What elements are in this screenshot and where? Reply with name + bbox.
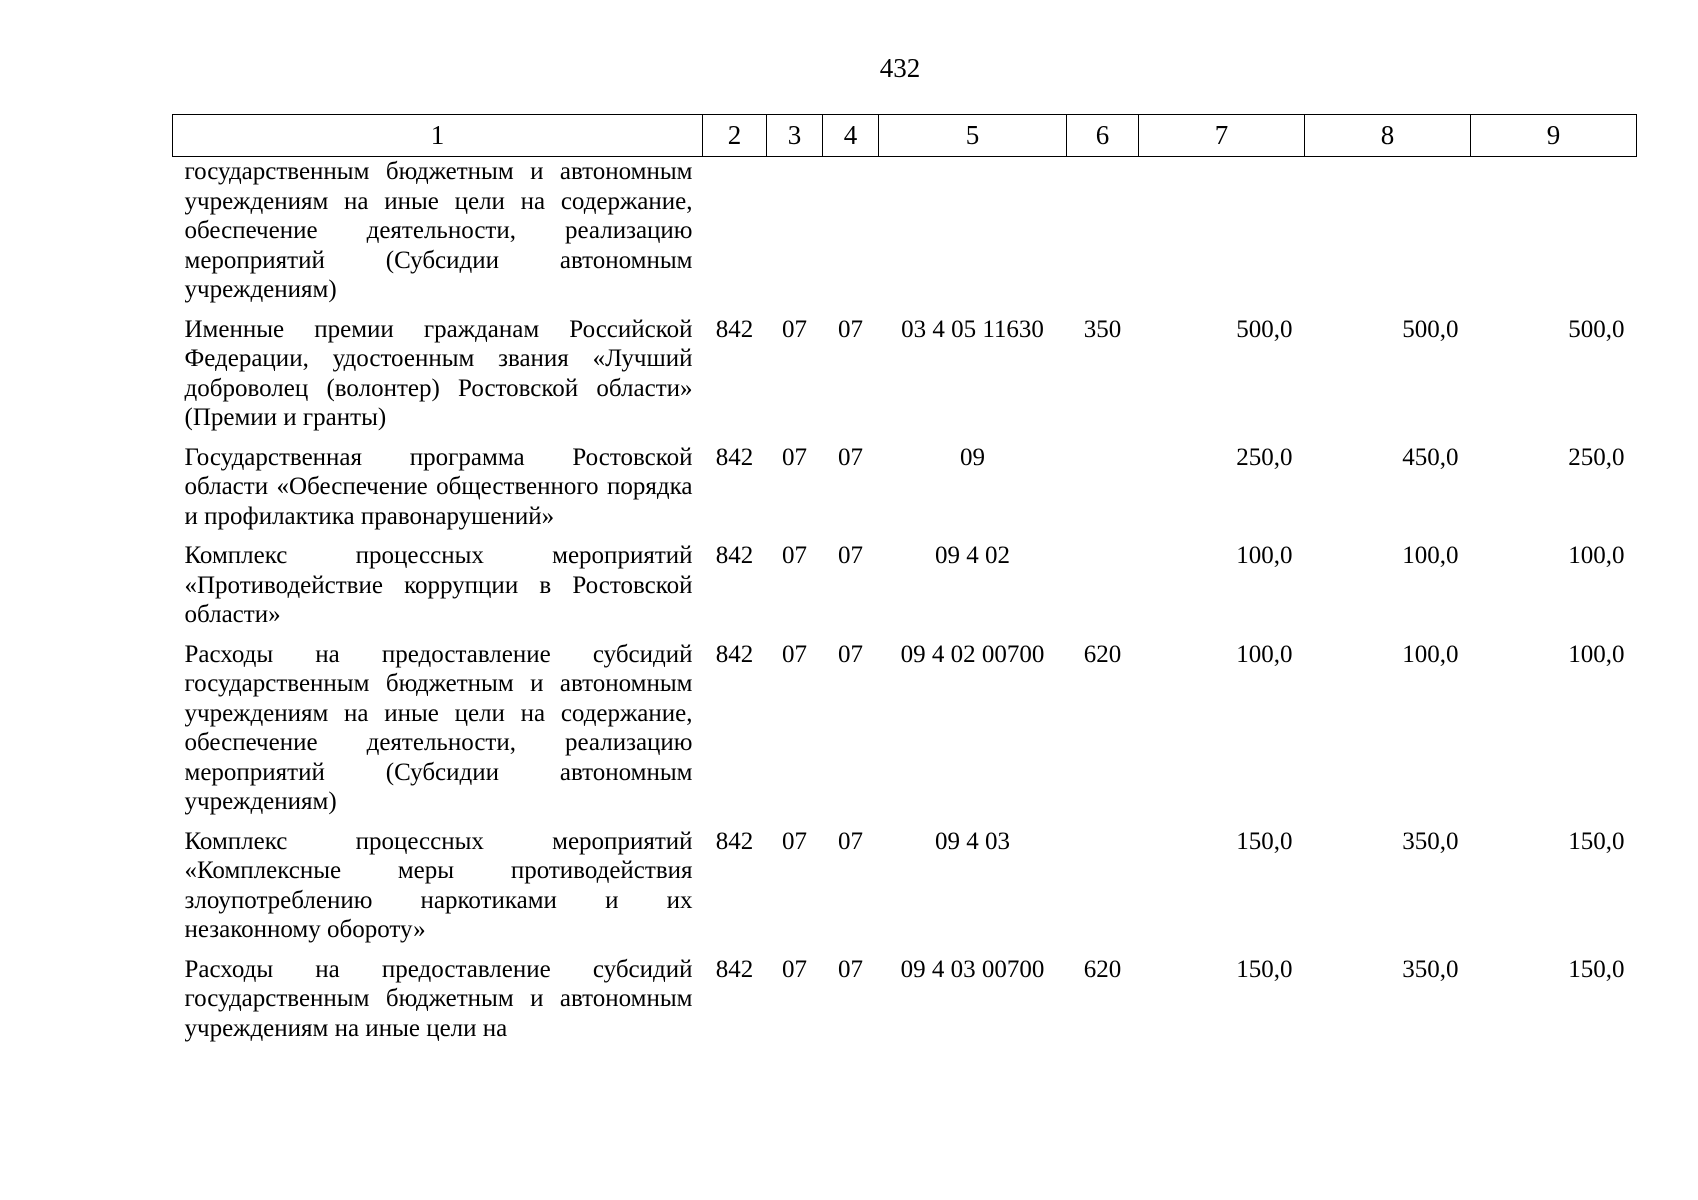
cell-subsection: 07 [838, 640, 863, 668]
cell-amount-col7: 250,0 [1236, 443, 1293, 471]
cell-subsection: 07 [838, 315, 863, 343]
header-row [173, 115, 1637, 157]
cell-target-article: 03 4 05 11630 [901, 315, 1044, 343]
cell-subsection [823, 157, 879, 315]
column-header: 5 [879, 115, 1067, 157]
cell-amount-col7: 150,0 [1236, 955, 1293, 983]
cell-subsection: 07 [838, 955, 863, 983]
cell-admin-code [703, 157, 767, 315]
row-description: Государственная программа Ростовской области «Обеспечение общественного порядка и профилактика правонарушений» [184, 443, 693, 530]
cell-amount-col8: 100,0 [1402, 542, 1459, 569]
cell-section: 07 [782, 955, 807, 983]
cell-section: 07 [782, 542, 807, 569]
cell-expense-type: 350 [1083, 315, 1122, 343]
column-header: 2 [703, 115, 767, 157]
cell-subsection: 07 [838, 443, 863, 471]
cell-amount-col9 [1471, 157, 1637, 315]
cell-target-article [879, 157, 1067, 315]
cell-section: 07 [782, 640, 807, 668]
cell-section: 07 [782, 443, 807, 471]
cell-amount-col7: 100,0 [1236, 542, 1293, 569]
table-row [173, 443, 1637, 542]
page-number: 432 [879, 53, 921, 83]
cell-expense-type [1067, 157, 1139, 315]
cell-amount-col8: 350,0 [1402, 827, 1459, 855]
cell-amount-col7: 100,0 [1236, 640, 1293, 668]
cell-amount-col8 [1305, 157, 1471, 315]
cell-amount-col8: 500,0 [1402, 315, 1459, 343]
row-description: Именные премии гражданам Российской Федерации, удостоенным звания «Лучший доброволец (волонтер) Ростовской области» (Премии и гранты) [184, 315, 693, 431]
table-row [173, 315, 1637, 443]
cell-amount-col7: 500,0 [1236, 315, 1293, 343]
column-header: 9 [1471, 115, 1637, 157]
cell-target-article: 09 4 03 [935, 827, 1010, 855]
table-row [173, 541, 1637, 640]
cell-expense-type [1067, 443, 1139, 542]
cell-amount-col9: 100,0 [1568, 542, 1625, 569]
cell-section: 07 [782, 315, 807, 343]
column-header: 8 [1305, 115, 1471, 157]
cell-amount-col9: 500,0 [1568, 315, 1625, 343]
cell-amount-col8: 350,0 [1402, 955, 1459, 983]
row-description: Расходы на предоставление субсидий государственным бюджетным и автономным учреждениям на иные цели на содержание, обеспечение деятельности, реализацию мероприятий (Субсидии автономным учреждениям) [184, 640, 693, 815]
column-header: 1 [173, 115, 703, 157]
cell-target-article: 09 4 02 00700 [900, 640, 1045, 668]
cell-expense-type: 620 [1083, 955, 1122, 983]
cell-subsection: 07 [838, 827, 863, 855]
cell-admin-code: 842 [715, 315, 754, 343]
cell-amount-col9: 150,0 [1568, 827, 1625, 855]
cell-subsection: 07 [838, 542, 863, 569]
cell-target-article: 09 4 03 00700 [900, 955, 1045, 983]
cell-admin-code: 842 [715, 955, 754, 983]
table-row [173, 827, 1637, 955]
cell-section: 07 [782, 827, 807, 855]
column-header: 4 [823, 115, 879, 157]
cell-amount-col7 [1139, 157, 1305, 315]
cell-expense-type [1067, 541, 1139, 640]
cell-admin-code: 842 [715, 640, 754, 668]
cell-amount-col9: 250,0 [1568, 443, 1625, 471]
table-row [173, 955, 1637, 1054]
cell-amount-col8: 450,0 [1402, 443, 1459, 471]
column-header: 6 [1067, 115, 1139, 157]
table-row [173, 640, 1637, 827]
cell-admin-code: 842 [715, 542, 754, 569]
cell-target-article: 09 [960, 443, 985, 471]
cell-expense-type [1067, 827, 1139, 955]
table-row [173, 157, 1637, 315]
column-header: 7 [1139, 115, 1305, 157]
cell-amount-col9: 100,0 [1568, 640, 1625, 668]
column-header: 3 [767, 115, 823, 157]
cell-section [767, 157, 823, 315]
row-description: Комплекс процессных мероприятий «Противодействие коррупции в Ростовской области» [184, 542, 693, 628]
row-description: государственным бюджетным и автономным учреждениям на иные цели на содержание, обеспечение деятельности, реализацию мероприятий (Субсидии автономным учреждениям) [184, 158, 693, 303]
cell-target-article: 09 4 02 [935, 542, 1010, 569]
budget-table [172, 114, 1637, 1053]
cell-admin-code: 842 [715, 443, 754, 471]
cell-amount-col9: 150,0 [1568, 955, 1625, 983]
cell-amount-col8: 100,0 [1402, 640, 1459, 668]
cell-amount-col7: 150,0 [1236, 827, 1293, 855]
row-description: Расходы на предоставление субсидий государственным бюджетным и автономным учреждениям на иные цели на [184, 955, 693, 1042]
cell-expense-type: 620 [1083, 640, 1122, 668]
cell-admin-code: 842 [715, 827, 754, 855]
row-description: Комплекс процессных мероприятий «Комплексные меры противодействия злоупотреблению наркотиками и их незаконному обороту» [184, 827, 693, 943]
